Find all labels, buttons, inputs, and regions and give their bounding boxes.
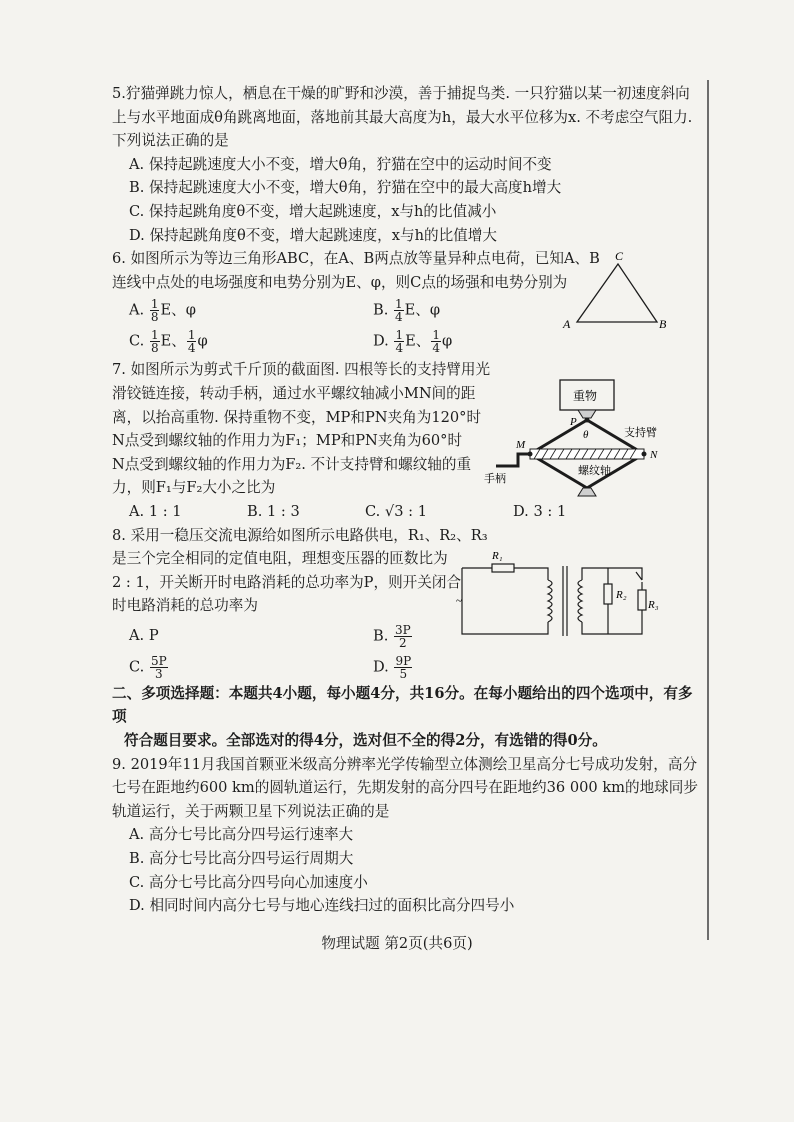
label-handle: 手柄 <box>484 473 506 485</box>
question-8-option-d: D. $\frac{9P}{5}$ <box>373 653 412 681</box>
question-8-options-row2 <box>112 655 702 680</box>
svg-text:~: ~ <box>456 595 462 607</box>
label-p: P <box>570 416 577 428</box>
label-m: M <box>516 439 526 451</box>
question-6-stem-line1: 6. 如图所示为等边三角形ABC，在A、B两点放等量异种点电荷，已知A、B <box>112 250 600 268</box>
resistor-r2 <box>604 584 612 604</box>
switch <box>636 572 642 580</box>
question-5-option-a: A. 保持起跳速度大小不变，增大θ角，狞猫在空中的运动时间不变 <box>129 155 552 173</box>
handle-bar <box>496 454 530 466</box>
secondary-coil <box>578 580 582 622</box>
question-5-option-b: B. 保持起跳速度大小不变，增大θ角，狞猫在空中的最大高度h增大 <box>129 179 562 197</box>
question-5-option-d: D. 保持起跳角度θ不变，增大起跳速度，x与h的比值增大 <box>129 226 497 244</box>
question-9-stem: 9. 2019年11月我国首颗亚米级高分辨率光学传输型立体测绘卫星高分七号成功发射，高分七号在距地约600 km的圆轨道运行，先期发射的高分四号在距地约36 000 km的地球同步轨道运行，关于两颗卫星下列说法正确的是 <box>112 755 698 820</box>
question-7-line4: N点受到螺纹轴的作用力为F₁；MP和PN夹角为60°时 <box>112 432 463 450</box>
question-7-line3: 离，以抬高重物. 保持重物不变，MP和PN夹角为120°时 <box>112 408 482 426</box>
question-6-option-a: A. $\frac{1}{8}$ E、φ <box>129 297 196 325</box>
question-8-option-b: B. $\frac{3P}{2}$ <box>373 622 411 650</box>
primary-coil <box>548 580 552 622</box>
question-6-stem-line2: 连线中点处的电场强度和电势分别为E、φ，则C点的场强和电势分别为 <box>112 273 568 291</box>
question-8-line3: 2 : 1，开关断开时电路消耗的总功率为P，则开关闭合 <box>112 573 462 591</box>
question-5-stem: 5.狞猫弹跳力惊人，栖息在干燥的旷野和沙漠，善于捕捉鸟类. 一只狞猫以某一初速度斜向上与水平地面成θ角跳离地面，落地前其最大高度为h，最大水平位移为x. 不考虑空气阻力. 下列说法正确的是 <box>112 85 693 150</box>
label-support-arm: 支持臂 <box>624 427 657 439</box>
question-7-line6: 力，则F₁与F₂大小之比为 <box>112 479 276 497</box>
binding-margin-line <box>707 80 709 940</box>
triangle-label-a: A <box>563 317 571 331</box>
label-theta: θ <box>583 429 589 441</box>
question-7-option-d: D. 3 : 1 <box>513 502 567 520</box>
question-7-option-c: C. √3 : 1 <box>365 502 427 520</box>
question-9-option-a: A. 高分七号比高分四号运行速率大 <box>129 826 354 844</box>
question-5 <box>112 82 702 247</box>
triangle-shape <box>577 264 657 322</box>
triangle-abc-figure <box>560 250 670 336</box>
question-5-option-c: C. 保持起跳角度θ不变，增大起跳速度，x与h的比值减小 <box>129 202 497 220</box>
transformer-circuit-figure <box>452 546 659 640</box>
question-7-line2: 滑铰链连接，转动手柄，通过水平螺纹轴减小MN间的距 <box>112 384 476 402</box>
triangle-label-c: C <box>615 249 624 263</box>
question-7-option-b: B. 1 : 3 <box>247 502 300 520</box>
question-6-option-d: D. $\frac{1}{4}$ E、 $\frac{1}{4}$ φ <box>373 328 453 356</box>
question-8-option-c: C. $\frac{5P}{3}$ <box>129 653 167 681</box>
label-r2: R₂ <box>616 589 627 601</box>
question-6-option-c: C. $\frac{1}{8}$ E、 $\frac{1}{4}$ φ <box>129 328 208 356</box>
label-r3: R₃ <box>648 599 659 611</box>
question-8-line1: 8. 采用一稳压交流电源给如图所示电路供电，R₁、R₂、R₃ <box>112 526 488 544</box>
label-screw-shaft: 螺纹轴 <box>578 465 611 477</box>
question-7-option-a: A. 1 : 1 <box>129 502 182 520</box>
label-n: N <box>650 449 658 461</box>
triangle-label-b: B <box>659 317 667 331</box>
page-footer: 物理试题 第2页(共6页) <box>321 935 473 952</box>
bottom-pivot <box>578 488 596 496</box>
weight-label: 重物 <box>573 389 598 403</box>
resistor-r1 <box>492 564 514 572</box>
question-7-line1: 7. 如图所示为剪式千斤顶的截面图. 四根等长的支持臂用光 <box>112 361 491 379</box>
question-9 <box>112 753 702 918</box>
question-6-option-b: B. $\frac{1}{4}$ E、φ <box>373 297 441 325</box>
section-2-heading: 二、多项选择题：本题共4小题，每小题4分，共16分。在每小题给出的四个选项中，有多项 符合题目要求。全部选对的得4分，选对但不全的得2分，有选错的得0分。 <box>112 684 693 750</box>
scissor-jack-figure <box>478 378 692 516</box>
question-8-option-a: A. P <box>129 626 159 644</box>
label-r1: R₁ <box>492 550 503 562</box>
question-9-option-d: D. 相同时间内高分七号与地心连线扫过的面积比高分四号小 <box>129 897 515 915</box>
resistor-r3 <box>638 590 646 610</box>
question-7-line5: N点受到螺纹轴的作用力为F₂. 不计支持臂和螺纹轴的重 <box>112 455 472 473</box>
question-9-option-c: C. 高分七号比高分四号向心加速度小 <box>129 873 368 891</box>
question-8-line2: 是三个完全相同的定值电阻，理想变压器的匝数比为 <box>112 550 448 568</box>
top-pivot <box>578 410 596 418</box>
question-8-line4: 时电路消耗的总功率为 <box>112 597 258 615</box>
question-9-option-b: B. 高分七号比高分四号运行周期大 <box>129 850 354 868</box>
